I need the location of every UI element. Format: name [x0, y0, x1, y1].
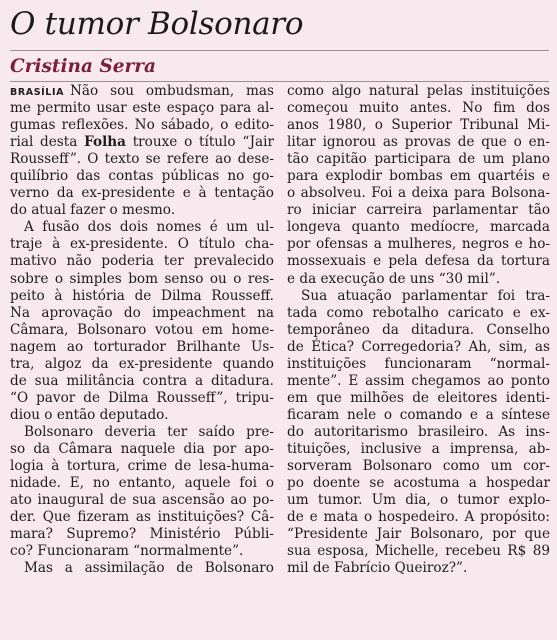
text-line: mil de Fabrício Queiroz?”. — [287, 560, 468, 577]
text-line: nagem ao torturador Brilhante Us- — [10, 338, 274, 355]
text-line: para explodir bombas em quartéis e — [287, 168, 550, 185]
text-line: de e mata o hospedeiro. A propósito: — [287, 509, 550, 526]
text-line: mente”. E assim chegamos ao ponto — [287, 372, 550, 389]
text-line: ato inaugural de sua ascensão ao po- — [10, 492, 274, 509]
text-line: longeva quanto medíocre, marcada — [287, 219, 550, 236]
text-line: litar ignorou as provas de que o en- — [287, 134, 550, 151]
text-line: peito à história de Dilma Rousseff. — [10, 287, 274, 304]
text-line: tituições, inclusive a imprensa, ab- — [287, 440, 550, 457]
text-line: ficaram nele o comando e a síntese — [287, 406, 550, 423]
text-line: Câmara, Bolsonaro votou em home- — [10, 321, 274, 338]
text-line: um tumor. Um dia, o tumor explo- — [287, 492, 550, 509]
text-line: rial desta Folha trouxe o título “Jair — [10, 134, 274, 151]
text-line: sorveram Bolsonaro como um cor- — [287, 458, 550, 475]
text-line: instituições funcionaram “normal- — [287, 355, 550, 372]
text-line-body: Não sou ombudsman, mas — [70, 83, 274, 99]
text-line: A fusão dos dois nomes é um ul- — [24, 219, 274, 236]
divider-bottom — [10, 81, 549, 82]
text-line: po doente se acostuma a hospedar — [287, 475, 550, 492]
text-line: ro iniciar carreira parlamentar tão — [287, 202, 550, 219]
text-line: mara? Supremo? Ministério Públi- — [10, 526, 274, 543]
text-line: quilíbrio das contas públicas no go- — [10, 168, 274, 185]
text-line: nidade. E, no entanto, aquele foi o — [10, 475, 274, 492]
text-line: logia à tortura, crime de lesa-huma- — [10, 458, 274, 475]
byline-author: Cristina Serra — [10, 56, 156, 77]
text-line: Rousseff”. O texto se refere ao dese- — [10, 151, 274, 168]
text-line: mossexuais e pela defesa da tortura — [287, 253, 550, 270]
text-line: “Presidente Jair Bolsonaro, por que — [287, 526, 550, 543]
headline: O tumor Bolsonaro — [10, 6, 304, 42]
text-line: de sua militância contra a ditadura. — [10, 372, 274, 389]
text-line: de Ética? Corregedoria? Ah, sim, as — [287, 338, 550, 355]
text-line: por ofensas a mulheres, negros e ho- — [287, 236, 550, 253]
text-line: temporâneo da ditadura. Conselho — [287, 321, 550, 338]
text-line — [10, 83, 274, 100]
text-line: co? Funcionaram “normalmente”. — [10, 543, 244, 560]
text-line: o absolveu. Foi a deixa para Bolsona- — [287, 185, 550, 202]
text-line: do atual fazer o mesmo. — [10, 202, 176, 219]
text-line: diou o então deputado. — [10, 406, 169, 423]
text-line: tada como rebotalho caricato e ex- — [287, 304, 550, 321]
text-line: traje à ex-presidente. O título cha- — [10, 236, 274, 253]
text-line: Mas a assimilação de Bolsonaro — [24, 560, 274, 577]
text-line: começou muito antes. No fim dos — [287, 100, 550, 117]
text-line: so da Câmara naquele dia por apo- — [10, 440, 274, 457]
text-line: tão capitão participara de um plano — [287, 151, 550, 168]
text-line: mativo não poderia ter prevalecido — [10, 253, 274, 270]
dateline: BRASÍLIA — [10, 87, 65, 98]
newspaper-name: Folha — [84, 134, 126, 151]
text-line: em que milhões de eleitores identi- — [287, 389, 550, 406]
article-column-right — [287, 83, 550, 577]
text-line: como algo natural pelas instituições — [287, 83, 550, 99]
article-column-left — [10, 83, 274, 577]
text-line: me permito usar este espaço para al- — [10, 100, 274, 117]
text-line: anos 1980, o Superior Tribunal Mi- — [287, 117, 550, 134]
text-line: do autoritarismo brasileiro. As ins- — [287, 423, 550, 440]
text-line: gumas reflexões. No sábado, o edito- — [10, 117, 274, 134]
text-line: Bolsonaro deveria ter saído pre- — [24, 423, 274, 440]
text-line: sobre o simples bom senso ou o res- — [10, 270, 274, 287]
text-line: tra, algoz da ex-presidente quando — [10, 355, 274, 372]
divider-top — [10, 50, 549, 51]
text-line: sua esposa, Michelle, recebeu R$ 89 — [287, 543, 550, 560]
text-line: “O pavor de Dilma Rousseff”, tripu- — [10, 389, 274, 406]
text-line: Na aprovação do impeachment na — [10, 304, 274, 321]
text-line: Sua atuação parlamentar foi tra- — [301, 287, 550, 304]
text-line: e da execução de uns “30 mil”. — [287, 270, 501, 287]
text-line: verno da ex-presidente e à tentação — [10, 185, 274, 202]
text-line: der. Que fizeram as instituições? Câ- — [10, 509, 274, 526]
